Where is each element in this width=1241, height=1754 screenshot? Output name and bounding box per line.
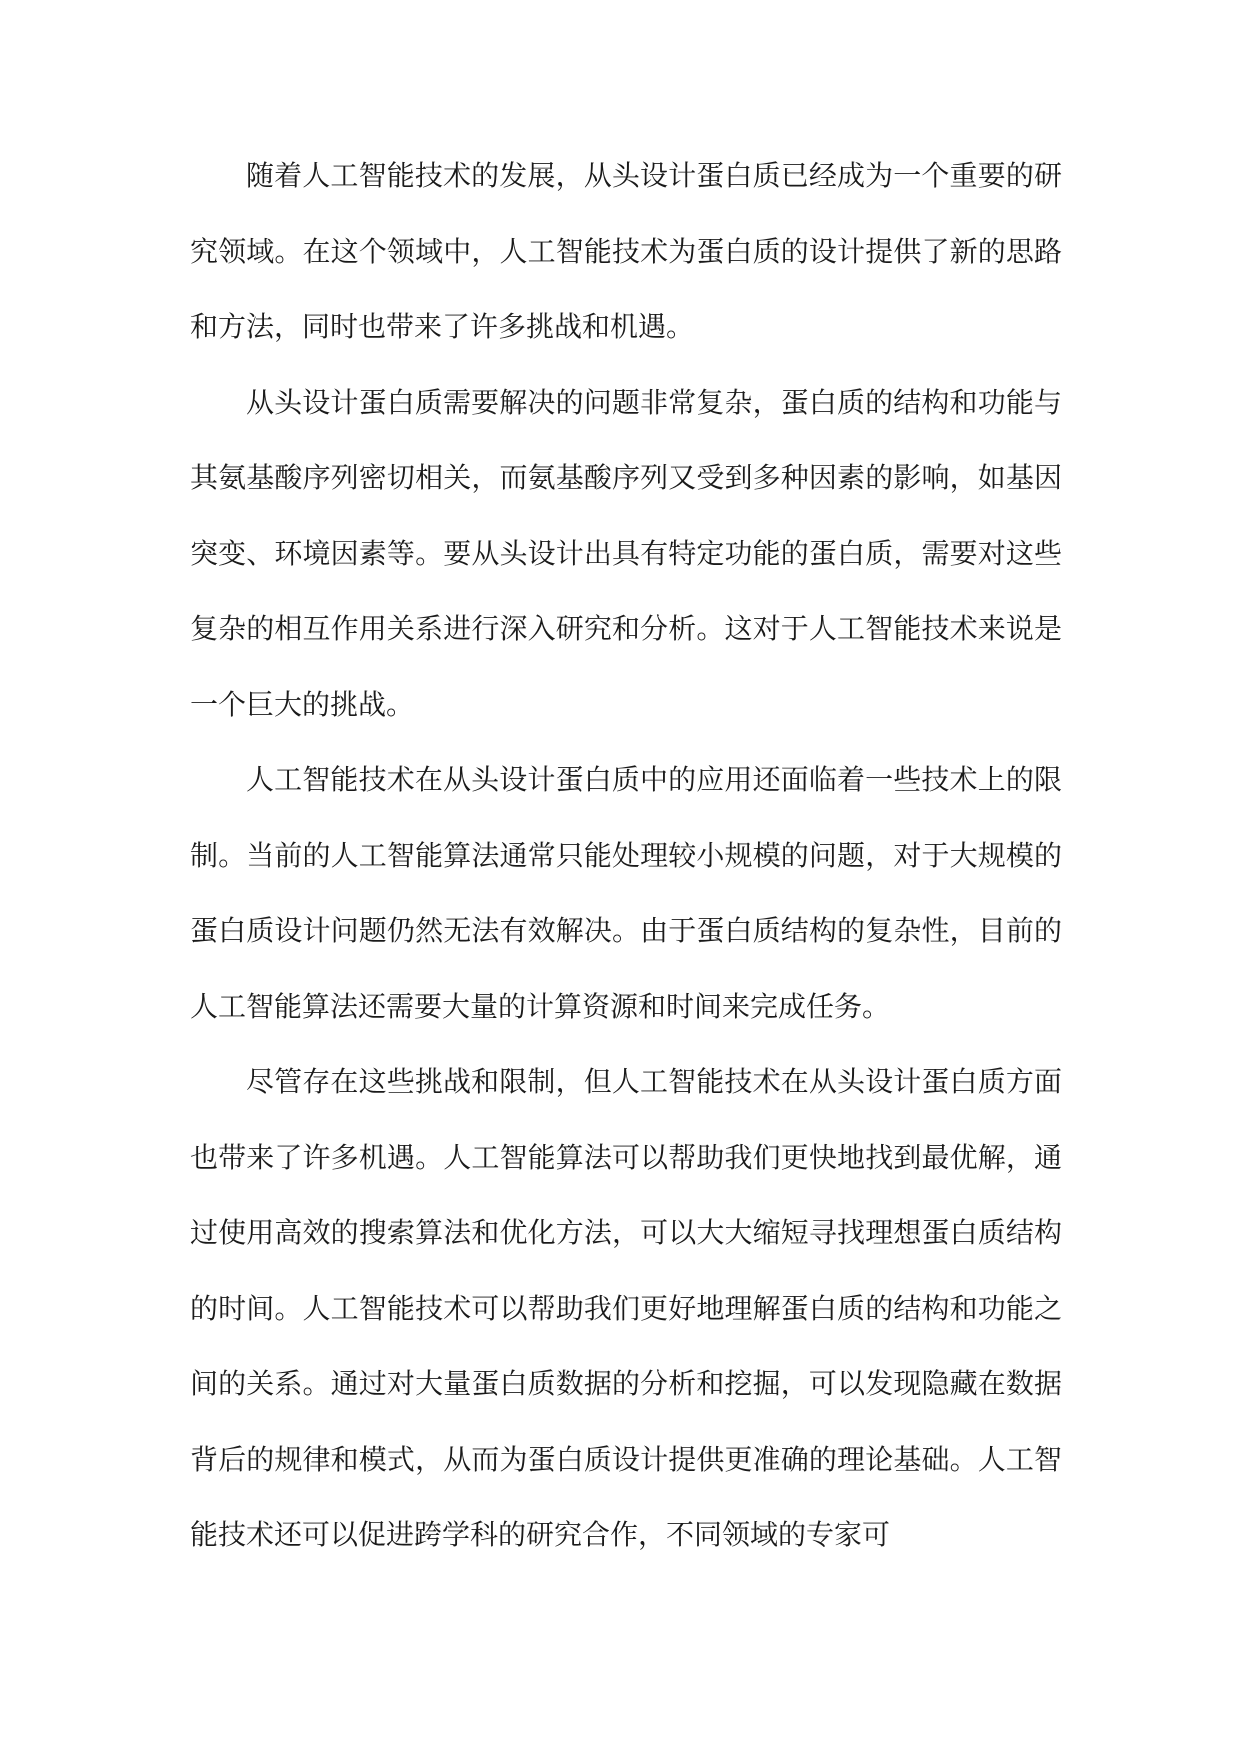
paragraph-4: 尽管存在这些挑战和限制，但人工智能技术在从头设计蛋白质方面也带来了许多机遇。人工智能算法可以帮助我们更快地找到最优解，通过使用高效的搜索算法和优化方法，可以大大缩短寻找理想蛋白质结构的时间。人工智能技术可以帮助我们更好地理解蛋白质的结构和功能之间的关系。通过对大量蛋白质数据的分析和挖掘，可以发现隐藏在数据背后的规律和模式，从而为蛋白质设计提供更准确的理论基础。人工智能技术还可以促进跨学科的研究合作，不同领域的专家可 (190, 1065, 1062, 1551)
paragraph-3: 人工智能技术在从头设计蛋白质中的应用还面临着一些技术上的限制。当前的人工智能算法通常只能处理较小规模的问题，对于大规模的蛋白质设计问题仍然无法有效解决。由于蛋白质结构的复杂性，目前的人工智能算法还需要大量的计算资源和时间来完成任务。 (190, 763, 1062, 1023)
paragraph-2: 从头设计蛋白质需要解决的问题非常复杂，蛋白质的结构和功能与其氨基酸序列密切相关，而氨基酸序列又受到多种因素的影响，如基因突变、环境因素等。要从头设计出具有特定功能的蛋白质，需要对这些复杂的相互作用关系进行深入研究和分析。这对于人工智能技术来说是一个巨大的挑战。 (190, 385, 1062, 721)
paragraph-1: 随着人工智能技术的发展，从头设计蛋白质已经成为一个重要的研究领域。在这个领域中，人工智能技术为蛋白质的设计提供了新的思路和方法，同时也带来了许多挑战和机遇。 (190, 159, 1062, 343)
document-body (190, 138, 1062, 1573)
